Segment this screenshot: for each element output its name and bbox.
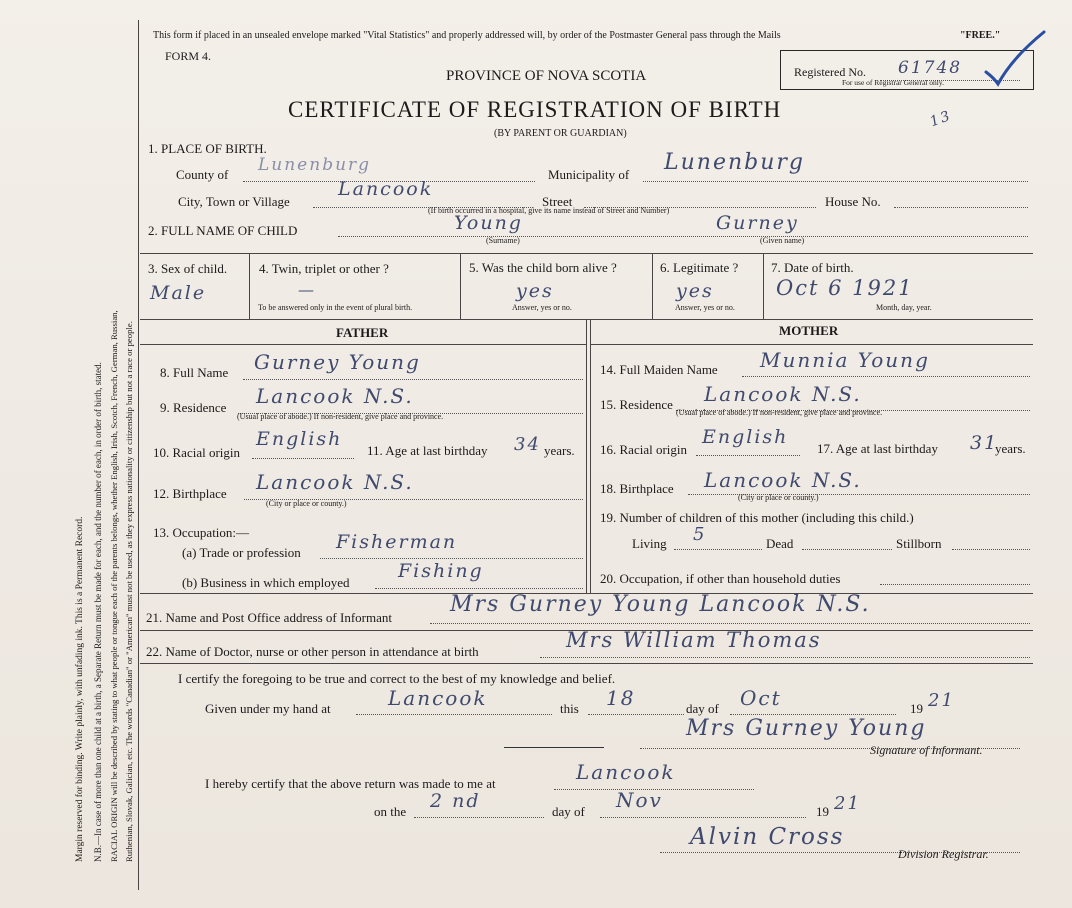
- informant-signature: Mrs Gurney Young: [686, 716, 927, 741]
- margin-note-racial-origin: RACIAL ORIGIN will be described by stating to what people or tongue each of the parents belongs, whether English, Irish, Scotch, French, German, Russian,: [109, 310, 119, 862]
- twin-value: —: [298, 280, 316, 299]
- father-birthplace-label: 12. Birthplace: [153, 486, 227, 501]
- mother-living-label: Living: [632, 536, 667, 551]
- registrar-month-value: Nov: [616, 788, 663, 812]
- father-residence-label: 9. Residence: [160, 400, 227, 415]
- alive-label: 5. Was the child born alive ?: [469, 260, 617, 275]
- mail-free: "FREE.": [960, 30, 1001, 41]
- mother-living-value: 5: [693, 524, 707, 545]
- mother-race-value: English: [702, 426, 789, 448]
- father-business-label: (b) Business in which employed: [182, 575, 350, 590]
- place-section-title: 1. PLACE OF BIRTH.: [148, 141, 267, 156]
- mother-name-label: 14. Full Maiden Name: [600, 362, 718, 377]
- mother-name-value: Munnia Young: [760, 348, 930, 372]
- corner-mark: 13: [927, 107, 954, 131]
- registrar-signature-label: Division Registrar.: [898, 847, 989, 861]
- given-year-value: 21: [928, 690, 955, 711]
- dob-note: Month, day, year.: [876, 303, 932, 312]
- father-residence-note: (Usual place of abode.) If non-resident, give place and province.: [237, 412, 444, 421]
- mother-age-years: years.: [995, 441, 1026, 456]
- informant-label: 21. Name and Post Office address of Informant: [146, 610, 392, 625]
- given-day-value: 18: [606, 686, 636, 710]
- registrar-note: For use of Registrar General only.: [842, 78, 944, 87]
- father-birthplace-value: Lancook N.S.: [256, 470, 414, 494]
- municipality-label: Municipality of: [548, 167, 630, 182]
- form-number: FORM 4.: [165, 49, 212, 63]
- father-age-years: years.: [544, 443, 575, 458]
- margin-note-multiple-births: N.B.—In case of more than one child at a birth, a Separate Return must be made for each, and the number of each, in order of birth, stated.: [93, 362, 103, 862]
- registered-number: 61748: [898, 58, 963, 78]
- mail-notice: This form if placed in an unsealed envelope marked "Vital Statistics" and properly addressed will, by order of the Postmaster General pass through the Mails: [153, 30, 781, 41]
- mother-stillborn-label: Stillborn: [896, 536, 942, 551]
- mother-age-value: 31: [970, 432, 999, 454]
- twin-label: 4. Twin, triplet or other ?: [259, 261, 389, 276]
- registrar-on-label: on the: [374, 804, 407, 819]
- registrar-signature: Alvin Cross: [690, 824, 845, 850]
- father-business-value: Fishing: [398, 560, 484, 582]
- dob-label: 7. Date of birth.: [771, 260, 854, 275]
- check-mark-icon: [980, 28, 1050, 88]
- margin-note-racial-origin-cont: Ruthenian, Slovak, Galician, etc. The words "Canadian" or "American" must not be used, as they express nationality or citizenship but not a race or people.: [124, 321, 134, 862]
- mother-birthplace-value: Lancook N.S.: [704, 468, 862, 492]
- registrar-statement: I hereby certify that the above return was made to me at: [205, 776, 496, 791]
- certify-statement: I certify the foregoing to be true and correct to the best of my knowledge and belief.: [178, 671, 616, 686]
- city-value: Lancook: [338, 178, 434, 200]
- sex-value: Male: [150, 282, 207, 304]
- child-given-name: Gurney: [716, 212, 799, 234]
- registered-label: Registered No.: [794, 65, 866, 79]
- mother-residence-note: (Usual place of abode.) If non-resident, give place and province.: [676, 408, 883, 417]
- doctor-label: 22. Name of Doctor, nurse or other person in attendance at birth: [146, 644, 479, 659]
- mother-race-label: 16. Racial origin: [600, 442, 688, 457]
- legitimate-value: yes: [676, 280, 714, 302]
- this-label: this: [560, 701, 579, 716]
- mother-age-label: 17. Age at last birthday: [817, 441, 938, 456]
- father-occupation-label: 13. Occupation:—: [153, 525, 250, 540]
- legitimate-label: 6. Legitimate ?: [660, 260, 739, 275]
- informant-signature-label: Signature of Informant.: [870, 743, 983, 757]
- mother-dead-label: Dead: [766, 536, 794, 551]
- binding-margin: [0, 0, 140, 908]
- given-dayof-label: day of: [686, 701, 719, 716]
- father-residence-value: Lancook N.S.: [256, 384, 414, 408]
- informant-value: Mrs Gurney Young Lancook N.S.: [450, 592, 871, 617]
- registrar-dayof-label: day of: [552, 804, 585, 819]
- twin-note: To be answered only in the event of plural birth.: [258, 303, 413, 312]
- registrar-year-prefix: 19: [816, 804, 829, 819]
- mother-residence-label: 15. Residence: [600, 397, 673, 412]
- certificate-subtitle: (BY PARENT OR GUARDIAN): [494, 128, 627, 139]
- mother-birthplace-note: (City or place or county.): [738, 493, 819, 502]
- mother-residence-value: Lancook N.S.: [704, 382, 862, 406]
- father-race-label: 10. Racial origin: [153, 445, 241, 460]
- dob-value: Oct 6 1921: [776, 276, 914, 300]
- county-value: Lunenburg: [258, 155, 372, 175]
- given-name-label: (Given name): [760, 236, 805, 245]
- father-name-label: 8. Full Name: [160, 365, 229, 380]
- registrar-day-value: 2 nd: [430, 790, 481, 812]
- child-name-label: 2. FULL NAME OF CHILD: [148, 223, 298, 238]
- mother-heading: MOTHER: [779, 323, 839, 338]
- margin-note-binding: Margin reserved for binding. Write plainly, with unfading ink. This is a Permanent Record.: [75, 516, 85, 862]
- mother-occupation-label: 20. Occupation, if other than household duties: [600, 571, 841, 586]
- county-label: County of: [176, 167, 229, 182]
- legitimate-note: Answer, yes or no.: [675, 303, 735, 312]
- doctor-value: Mrs William Thomas: [566, 628, 822, 652]
- alive-value: yes: [516, 280, 554, 302]
- mother-birthplace-label: 18. Birthplace: [600, 481, 674, 496]
- father-trade-label: (a) Trade or profession: [182, 545, 301, 560]
- sex-label: 3. Sex of child.: [148, 261, 228, 276]
- city-label: City, Town or Village: [178, 194, 290, 209]
- certificate-title: CERTIFICATE OF REGISTRATION OF BIRTH: [288, 97, 782, 122]
- province-heading: PROVINCE OF NOVA SCOTIA: [446, 68, 647, 84]
- mother-children-label: 19. Number of children of this mother (including this child.): [600, 510, 914, 525]
- margin-rule: [138, 20, 139, 890]
- surname-label: (Surname): [486, 236, 520, 245]
- given-under-label: Given under my hand at: [205, 701, 331, 716]
- father-race-value: English: [256, 428, 343, 450]
- street-label: Street: [542, 194, 573, 209]
- child-surname: Young: [454, 212, 523, 234]
- house-no-label: House No.: [825, 194, 881, 209]
- father-age-value: 34: [514, 434, 541, 455]
- registrar-place-value: Lancook: [576, 760, 676, 784]
- hospital-note: (If birth occurred in a hospital, give its name instead of Street and Number): [428, 206, 670, 215]
- father-birthplace-note: (City or place or county.): [266, 499, 347, 508]
- father-heading: FATHER: [336, 325, 389, 340]
- municipality-value: Lunenburg: [664, 150, 805, 175]
- father-trade-value: Fisherman: [336, 531, 458, 553]
- given-month-value: Oct: [740, 686, 782, 710]
- alive-note: Answer, yes or no.: [512, 303, 572, 312]
- registrar-year-value: 21: [834, 793, 861, 814]
- given-place-value: Lancook: [388, 686, 488, 710]
- father-name-value: Gurney Young: [254, 350, 421, 374]
- given-year-prefix: 19: [910, 701, 923, 716]
- father-age-label: 11. Age at last birthday: [367, 443, 488, 458]
